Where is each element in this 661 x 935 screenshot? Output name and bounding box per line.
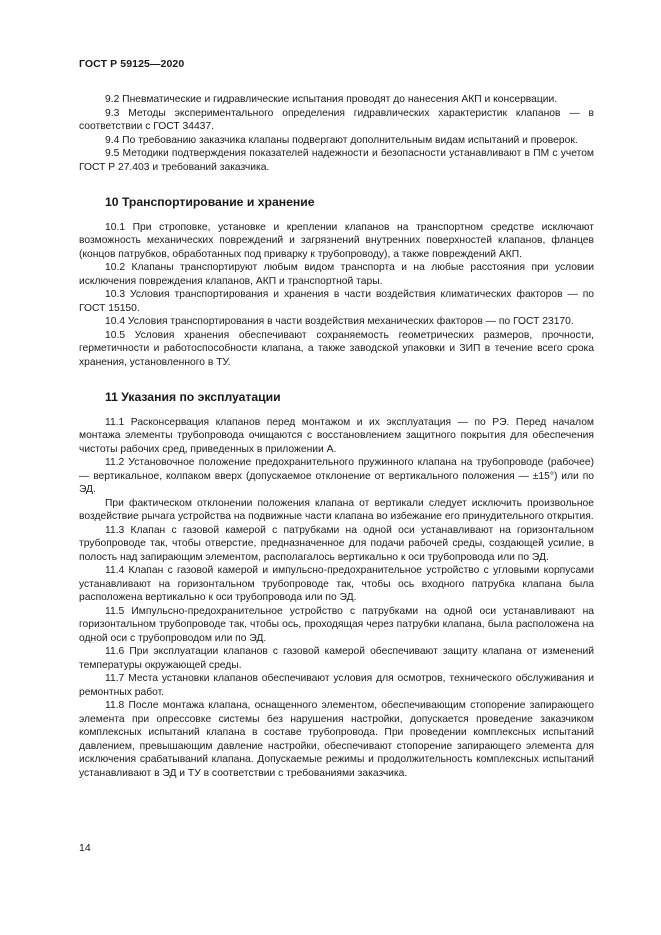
section-9-continuation <box>79 93 594 174</box>
paragraph-10-3: 10.3 Условия транспортирования и хранения в части воздействия климатических факторов — по ГОСТ 15150. <box>79 289 594 314</box>
paragraph-11-4: 11.4 Клапан с газовой камерой и импульсно-предохранительное устройство с угловыми корпусами устанавливают на горизонтальном трубопроводе так, чтобы ось входного патрубка клапана была расположена вертикально к оси трубопровода или по ЭД. <box>79 565 594 603</box>
paragraph-11-8: 11.8 После монтажа клапана, оснащенного элементом, обеспечивающим стопорение запирающего элемента при опрессовке системы без нарушения настройки, допускается проведение заказчиком комплексных испытаний клапана в составе трубопровода. При проведении комплексных испытаний давлением, превышающим давление настройки, обеспечивают стопорение запирающего элемента для исключения срабатываний клапана. Допускаемые режимы и продолжительность комплексных испытаний устанавливают в ЭД и ТУ в соответствии с требованиями заказчика. <box>79 700 594 779</box>
standard-code-header: ГОСТ Р 59125—2020 <box>79 58 185 70</box>
paragraph-10-4: 10.4 Условия транспортирования в части воздействия механических факторов — по ГОСТ 23170. <box>105 316 574 327</box>
paragraph-9-5: 9.5 Методики подтверждения показателей надежности и безопасности устанавливают в ПМ с учетом ГОСТ Р 27.403 и требований заказчика. <box>79 148 594 173</box>
section-10-heading: 10 Транспортирование и хранение <box>105 195 315 209</box>
paragraph-10-5: 10.5 Условия хранения обеспечивают сохраняемость геометрических размеров, прочности, герметичности и работоспособности клапана, а также заводской упаковки и ЗИП в течение всего срока хранения, установленного в ТУ. <box>79 329 594 368</box>
paragraph-11-3: 11.3 Клапан с газовой камерой с патрубками на одной оси устанавливают на горизонтальном трубопроводе так, чтобы отверстие, предназначенное для подачи рабочей среды, создающей усилие, в полость над запирающим элементом, располагалось вертикально к оси трубопровода или по ЭД. <box>79 524 594 563</box>
section-11-heading: 11 Указания по эксплуатации <box>105 390 281 404</box>
paragraph-11-1: 11.1 Расконсервация клапанов перед монтажом и их эксплуатация — по РЭ. Перед началом монтажа элементы трубопровода очищаются с восстановлением защитного покрытия для обеспечения чистоты рабочих сред, приведенных в приложении А. <box>79 416 594 455</box>
paragraph-10-1: 10.1 При строповке, установке и креплении клапанов на транспортном средстве исключают возможность механических повреждений и загрязнений внутренних поверхностей клапанов, фланцев (концов патрубков, обработанных под приварку к трубопроводу), а также повреждений АКП. <box>79 221 594 260</box>
paragraph-11-2: 11.2 Установочное положение предохранительного пружинного клапана на трубопроводе (рабочее) — вертикальное, колпаком вверх (допускаемое отклонение от вертикального положения — ±15°) или по ЭД. <box>79 457 594 495</box>
paragraph-10-2: 10.2 Клапаны транспортируют любым видом транспорта и на любые расстояния при условии исключения повреждения клапанов, АКП и транспортной тары. <box>79 262 594 287</box>
page-number: 14 <box>79 842 91 854</box>
paragraph-9-4: 9.4 По требованию заказчика клапаны подвергают дополнительным видам испытаний и проверок. <box>105 134 578 146</box>
paragraph-9-3: 9.3 Методы экспериментального определения гидравлических характеристик клапанов — в соответствии с ГОСТ 34437. <box>79 107 594 132</box>
section-11 <box>79 416 594 781</box>
paragraph-11-5: 11.5 Импульсно-предохранительное устройство с патрубками на одной оси устанавливают на горизонтальном трубопроводе так, чтобы ось, проходящая через патрубки клапана, была расположена на одной оси с трубопроводом или по ЭД. <box>79 605 594 644</box>
paragraph-11-6: 11.6 При эксплуатации клапанов с газовой камерой обеспечивают защиту клапана от изменений температуры окружающей среды. <box>79 646 594 671</box>
paragraph-11-2-note: При фактическом отклонении положения клапана от вертикали следует исключить произвольное воздействие рычага устройства на подвижные части клапана во избежание его принудительного открытия. <box>79 497 594 522</box>
document-body <box>79 93 594 780</box>
paragraph-9-2: 9.2 Пневматические и гидравлические испытания проводят до нанесения АКП и консервации. <box>105 94 558 105</box>
section-10 <box>79 221 594 370</box>
paragraph-11-7: 11.7 Места установки клапанов обеспечивают условия для осмотров, технического обслуживания и ремонтных работ. <box>79 673 594 698</box>
